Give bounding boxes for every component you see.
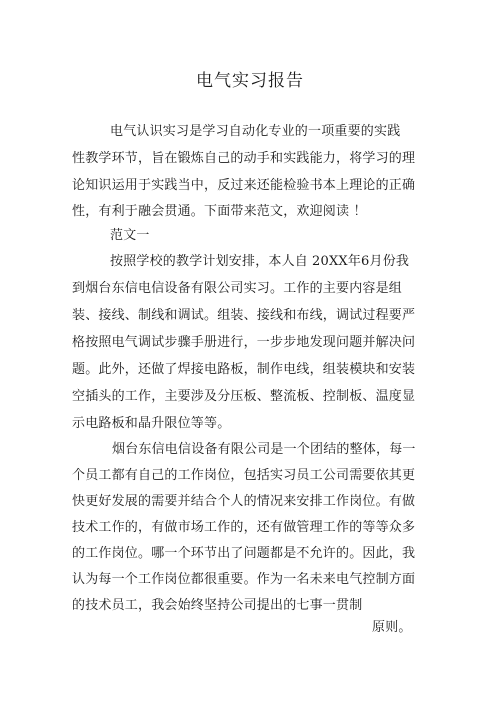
- paragraph-line: 个员工都有自己的工作岗位，包括实习员工公司需要依其更: [72, 468, 416, 483]
- paragraph-line: 题。此外，还做了焊接电路板，制作电线，组装模块和安装: [72, 362, 416, 377]
- closing-text: 原则。: [372, 620, 412, 635]
- intro-line: 性，有利于融会贯通。下面带来范文，欢迎阅读 ！: [72, 204, 367, 219]
- paragraph-line: 快更好发展的需要并结合个人的情况来安排工作岗位。有做: [72, 494, 416, 509]
- intro-line: 论知识运用于实践当中，反过来还能检验书本上理论的正确: [72, 178, 416, 193]
- paragraph-line: 示电路板和晶升限位等等。: [72, 416, 231, 431]
- paragraph-line: 空插头的工作，主要涉及分压板、整流板、控制板、温度显: [72, 389, 416, 404]
- paragraph-line: 技术工作的，有做市场工作的，还有做管理工作的等等众多: [72, 520, 416, 535]
- paragraph-line: 格按照电气调试步骤手册进行，一步步地发现问题并解决问: [72, 335, 416, 350]
- paragraph-line: 到烟台东信电信设备有限公司实习。工作的主要内容是组: [72, 281, 403, 296]
- section-heading: 范文一: [110, 228, 150, 243]
- paragraph-line: 装、接线、制线和调试。组装、接线和布线，调试过程要严: [72, 308, 416, 323]
- paragraph-line: 烟台东信电信设备有限公司是一个团结的整体，每一: [112, 442, 416, 457]
- paragraph-line-date: 20XX年6月份我: [312, 254, 410, 269]
- paragraph-line: 的技术员工，我会始终坚持公司提出的七事一贯制: [72, 598, 363, 613]
- document-title: 电气实习报告: [196, 71, 304, 91]
- intro-line: 性教学环节，旨在锻炼自己的动手和实践能力，将学习的理: [72, 151, 416, 166]
- paragraph-line: 的工作岗位。哪一个环节出了问题都是不允许的。因此，我: [72, 546, 416, 561]
- intro-line: 电气认识实习是学习自动化专业的一项重要的实践: [110, 124, 401, 139]
- paragraph-line: 认为每一个工作岗位都很重要。作为一名未来电气控制方面: [72, 572, 416, 587]
- paragraph-line: 按照学校的教学计划安排，本人自: [110, 254, 309, 269]
